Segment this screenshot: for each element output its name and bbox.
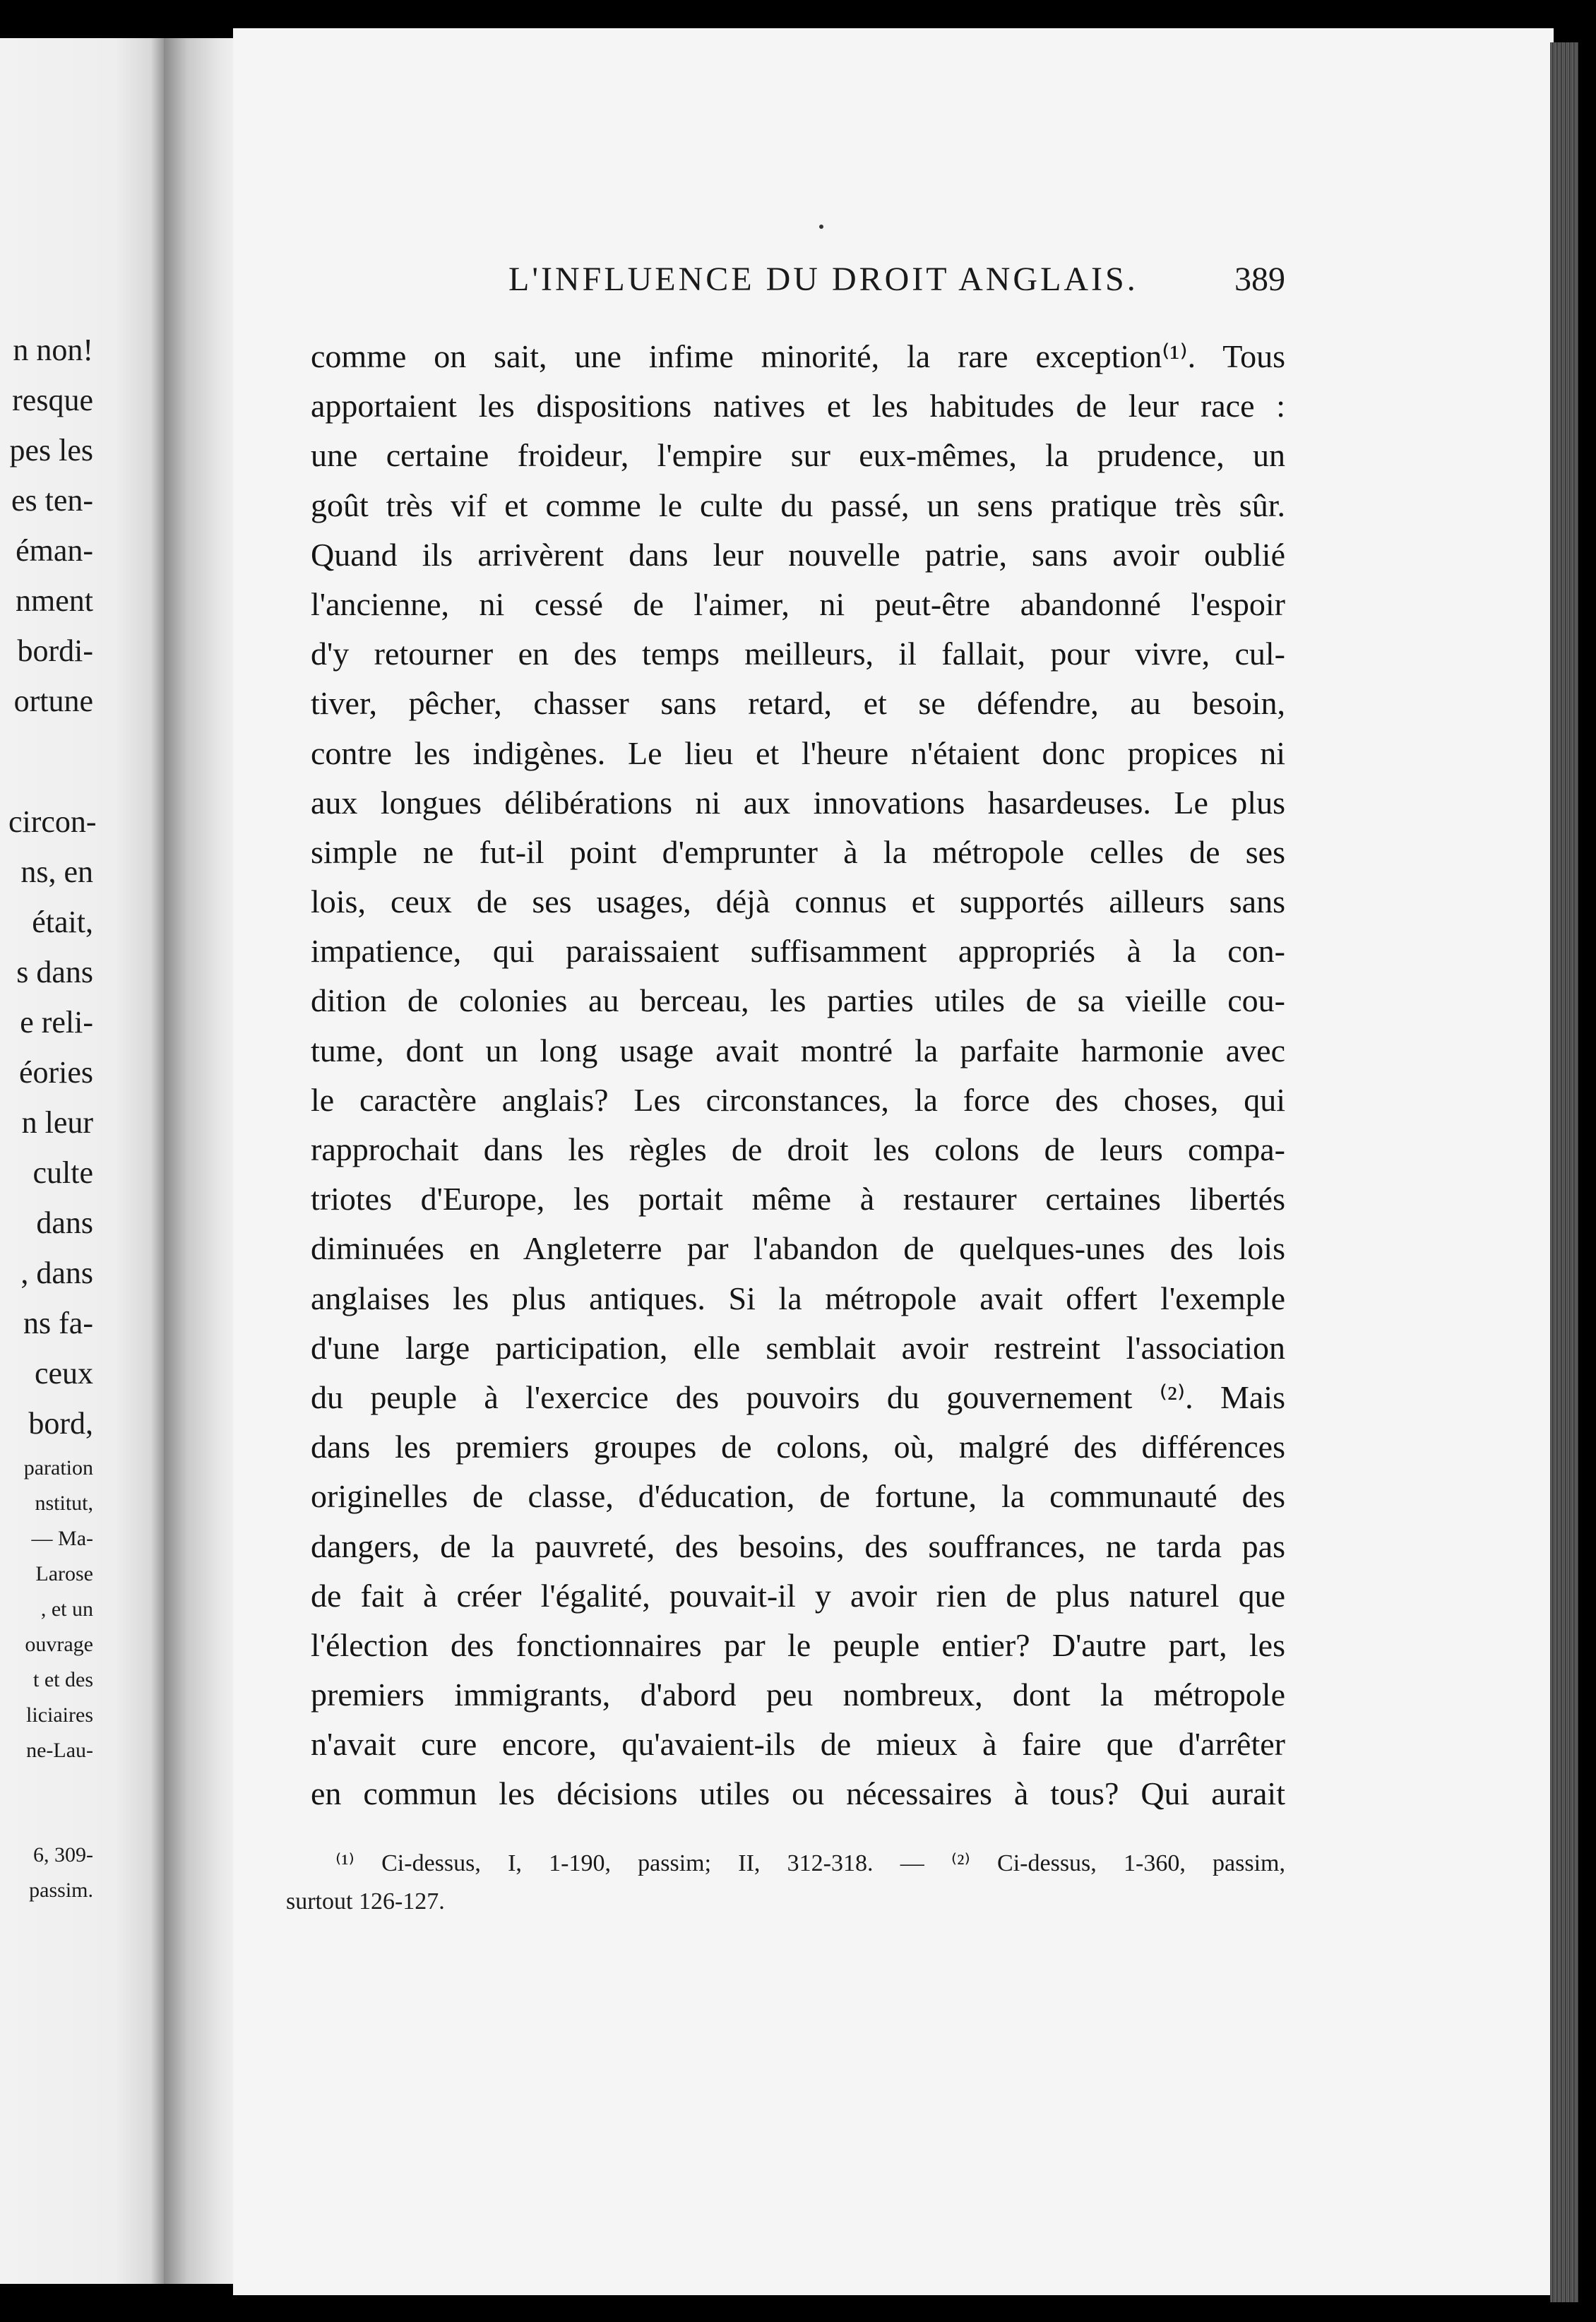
body-line: d'une large participation, elle semblait avoir restreint l'association (311, 1329, 1285, 1366)
left-page-line: , dans (20, 1256, 93, 1290)
book-gutter (164, 38, 242, 2284)
body-line: n'avait cure encore, qu'avaient-ils de mieux à faire que d'arrêter (311, 1726, 1285, 1763)
left-page-line: nment (16, 583, 93, 618)
body-line: Quand ils arrivèrent dans leur nouvelle patrie, sans avoir oublié (311, 536, 1285, 573)
left-page-line: pes les (9, 433, 93, 468)
left-page-note: — Ma- (31, 1527, 93, 1550)
left-page-note: , et un (40, 1597, 93, 1621)
left-page-line: culte (32, 1155, 93, 1190)
left-page-note: 6, 309- (33, 1843, 93, 1866)
body-line: apportaient les dispositions natives et les habitudes de leur race : (311, 388, 1285, 424)
body-line: tiver, pêcher, chasser sans retard, et se défendre, au besoin, (311, 685, 1285, 722)
body-line: l'élection des fonctionnaires par le peuple entier? D'autre part, les (311, 1626, 1285, 1663)
scan-speck (819, 225, 823, 229)
left-facing-page (0, 38, 164, 2284)
body-line: dition de colonies au berceau, les parties utiles de sa vieille cou- (311, 982, 1285, 1019)
left-page-line: e reli- (20, 1005, 93, 1040)
left-page-line: ortune (13, 684, 93, 718)
body-line: en commun les décisions utiles ou nécessaires à tous? Qui aurait (311, 1775, 1285, 1812)
left-page-line: bord, (28, 1406, 93, 1441)
body-line: une certaine froideur, l'empire sur eux-mêmes, la prudence, un (311, 437, 1285, 474)
body-line: anglaises les plus antiques. Si la métropole avait offert l'exemple (311, 1280, 1285, 1316)
body-line: simple ne fut-il point d'emprunter à la métropole celles de ses (311, 833, 1285, 870)
left-page-line: ceux (34, 1356, 93, 1391)
body-line: diminuées en Angleterre par l'abandon de quelques-unes des lois (311, 1230, 1285, 1267)
left-page-note: t et des (33, 1668, 93, 1691)
left-page-line: éories (18, 1055, 93, 1090)
left-page-note: Larose (35, 1562, 93, 1585)
running-head (311, 260, 1285, 302)
left-page-note: liciaires (26, 1703, 93, 1727)
body-line: tume, dont un long usage avait montré la parfaite harmonie avec (311, 1032, 1285, 1068)
left-page-note: passim. (29, 1879, 93, 1902)
left-page-line: circon- (8, 804, 97, 839)
left-page-line: n leur (21, 1105, 93, 1140)
body-line: aux longues délibérations ni aux innovations hasardeuses. Le plus (311, 784, 1285, 821)
left-page-line: es ten- (11, 483, 93, 518)
footnote-line: surtout 126-127. (286, 1888, 445, 1915)
left-page-line: ns, en (20, 855, 93, 889)
body-line: comme on sait, une infime minorité, la rare exception⁽¹⁾. Tous (311, 338, 1285, 374)
left-page-line: resque (12, 383, 93, 417)
body-line: dans les premiers groupes de colons, où, malgré des différences (311, 1429, 1285, 1465)
body-line: lois, ceux de ses usages, déjà connus et supportés ailleurs sans (311, 883, 1285, 920)
left-page-line: dans (36, 1205, 93, 1240)
body-line: originelles de classe, d'éducation, de fortune, la communauté des (311, 1478, 1285, 1515)
left-page-note: ouvrage (25, 1633, 93, 1656)
body-line: triotes d'Europe, les portait même à restaurer certaines libertés (311, 1181, 1285, 1217)
body-text (311, 332, 1285, 1819)
left-page-line: ns fa- (23, 1306, 93, 1340)
page-number: 389 (1234, 261, 1285, 298)
body-line: premiers immigrants, d'abord peu nombreux, dont la métropole (311, 1677, 1285, 1713)
body-line: contre les indigènes. Le lieu et l'heure n'étaient donc propices ni (311, 734, 1285, 771)
body-line: dangers, de la pauvreté, des besoins, des souffrances, ne tarda pas (311, 1528, 1285, 1564)
left-page-line: bordi- (17, 633, 93, 668)
left-page-line: n non! (13, 333, 93, 367)
body-line: de fait à créer l'égalité, pouvait-il y avoir rien de plus naturel que (311, 1577, 1285, 1614)
left-page-line: était, (32, 905, 93, 939)
left-page-line: éman- (16, 533, 93, 568)
left-page-note: ne-Lau- (26, 1739, 93, 1762)
body-line: rapprochait dans les règles de droit les colons de leurs compa- (311, 1131, 1285, 1167)
left-page-line: s dans (16, 955, 93, 989)
body-line: goût très vif et comme le culte du passé, un sens pratique très sûr. (311, 487, 1285, 523)
running-title: L'INFLUENCE DU DROIT ANGLAIS. (508, 261, 1138, 298)
body-line: du peuple à l'exercice des pouvoirs du gouvernement ⁽²⁾. Mais (311, 1379, 1285, 1415)
left-page-note: paration (23, 1456, 93, 1479)
body-line: le caractère anglais? Les circonstances, la force des choses, qui (311, 1081, 1285, 1118)
footnotes (286, 1845, 1285, 1921)
left-page-note: nstitut, (35, 1492, 93, 1515)
page-edges (1550, 42, 1578, 2302)
body-line: impatience, qui paraissaient suffisamment appropriés à la con- (311, 933, 1285, 970)
body-line: l'ancienne, ni cessé de l'aimer, ni peut-être abandonné l'espoir (311, 585, 1285, 622)
body-line: d'y retourner en des temps meilleurs, il fallait, pour vivre, cul- (311, 636, 1285, 672)
footnote-line: ⁽¹⁾ Ci-dessus, I, 1-190, passim; II, 312-318. — ⁽²⁾ Ci-dessus, 1-360, passim, (335, 1850, 1285, 1876)
